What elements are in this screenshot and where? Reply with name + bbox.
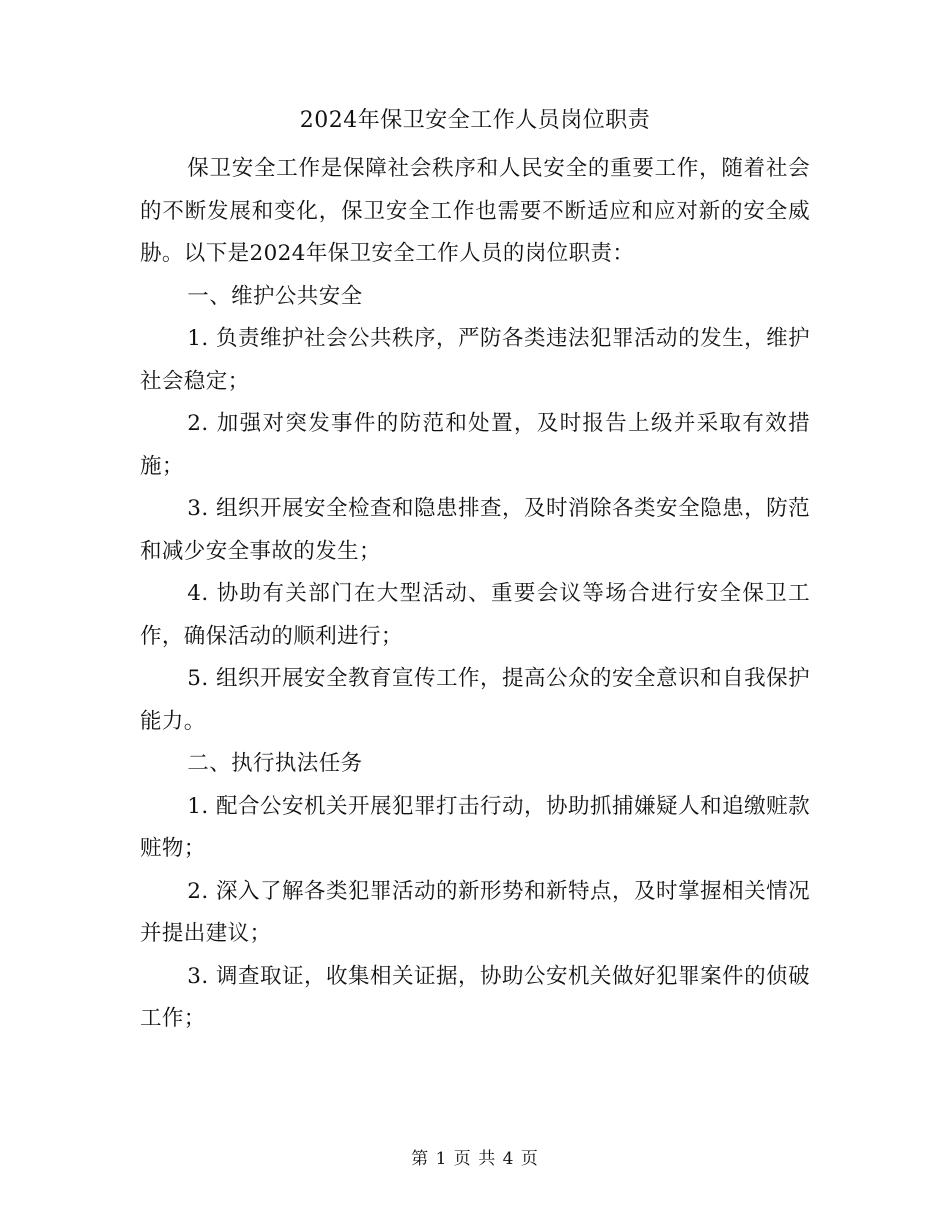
- list-item: 1. 配合公安机关开展犯罪打击行动，协助抓捕嫌疑人和追缴赃款赃物；: [140, 793, 810, 861]
- list-item: 2. 深入了解各类犯罪活动的新形势和新特点，及时掌握相关情况并提出建议；: [140, 878, 810, 946]
- document-body: [140, 148, 810, 1041]
- list-item: 3. 调查取证，收集相关证据，协助公安机关做好犯罪案件的侦破工作；: [140, 963, 810, 1031]
- section-heading-law-enforcement: 二、执行执法任务: [187, 751, 363, 776]
- list-item: 1. 负责维护社会公共秩序，严防各类违法犯罪活动的发生，维护社会稳定；: [140, 326, 810, 394]
- list-item: 4. 协助有关部门在大型活动、重要会议等场合进行安全保卫工作，确保活动的顺利进行；: [140, 581, 810, 649]
- list-item: 5. 组织开展安全教育宣传工作，提高公众的安全意识和自我保护能力。: [140, 666, 810, 734]
- list-item: 2. 加强对突发事件的防范和处置，及时报告上级并采取有效措施；: [140, 411, 810, 479]
- intro-paragraph: 保卫安全工作是保障社会秩序和人民安全的重要工作，随着社会的不断发展和变化，保卫安全工作也需要不断适应和应对新的安全威胁。以下是2024年保卫安全工作人员的岗位职责：: [140, 156, 810, 266]
- section-heading-public-safety: 一、维护公共安全: [187, 283, 363, 309]
- page-footer: 第 1 页 共 4 页: [411, 1149, 539, 1169]
- list-item: 3. 组织开展安全检查和隐患排查，及时消除各类安全隐患，防范和减少安全事故的发生；: [140, 496, 810, 564]
- document-title: 2024年保卫安全工作人员岗位职责: [299, 108, 651, 133]
